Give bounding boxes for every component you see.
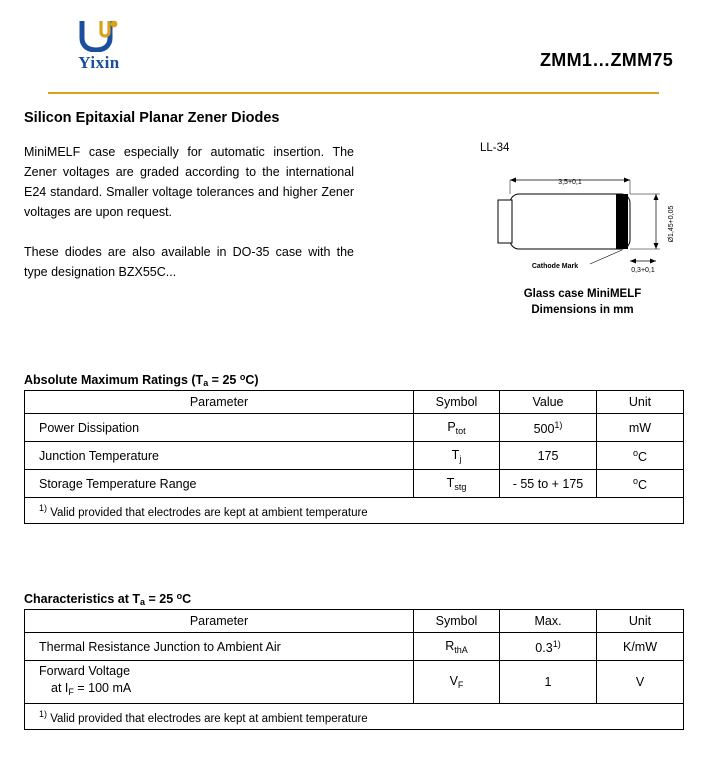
ratings-row-2-unit xyxy=(597,470,684,498)
characteristics-heading xyxy=(24,591,191,607)
intro-paragraph-1: MiniMELF case especially for automatic insertion. The Zener voltages are graded according to the international E24 standard. Smaller voltage tolerances and higher Zener voltages are upon request. xyxy=(24,145,354,219)
col-parameter: Parameter xyxy=(25,391,414,414)
ratings-heading-sub: a xyxy=(203,378,209,388)
ratings-row-1-value: 175 xyxy=(500,442,597,470)
parameter-line1: Forward Voltage xyxy=(39,664,131,678)
table-row xyxy=(25,442,684,470)
chars-row-1-unit: V xyxy=(597,661,684,704)
col-value: Value xyxy=(500,391,597,414)
chars-row-1-symbol xyxy=(414,661,500,704)
table-header-row xyxy=(25,391,684,414)
package-drawing-block xyxy=(480,142,690,318)
parameter-line2-sub: F xyxy=(68,687,74,697)
ratings-footnote xyxy=(25,498,684,524)
symbol-base: P xyxy=(447,419,456,434)
footnote-marker: 1) xyxy=(39,502,48,513)
parameter-line2 xyxy=(39,680,413,701)
chars-heading-unit: C xyxy=(182,592,192,606)
footnote-text: Valid provided that electrodes are kept at ambient temperature xyxy=(47,506,368,519)
part-number-range: ZMM1…ZMM75 xyxy=(540,50,673,70)
table-footnote-row xyxy=(25,704,684,730)
symbol-base: T xyxy=(451,447,460,462)
value-text: 0.3 xyxy=(535,640,553,655)
degree-symbol: o xyxy=(176,591,183,601)
chars-row-1-parameter xyxy=(25,661,414,704)
ratings-heading-unit: C) xyxy=(245,373,259,387)
chars-row-0-parameter: Thermal Resistance Junction to Ambient Air xyxy=(25,633,414,661)
table-row xyxy=(25,414,684,442)
symbol-base: T xyxy=(446,475,455,490)
page-header xyxy=(24,0,683,76)
degree-symbol: o xyxy=(632,447,638,458)
svg-text:Cathode Mark: Cathode Mark xyxy=(531,263,579,270)
symbol-sub: thA xyxy=(454,644,468,655)
yixin-u-logo-icon xyxy=(76,18,122,52)
ratings-row-1-symbol xyxy=(414,442,500,470)
company-logo xyxy=(34,18,164,73)
table-row xyxy=(25,633,684,661)
footnote-marker: 1) xyxy=(39,708,48,719)
intro-paragraph-2: These diodes are also available in DO-35 case with the type designation BZX55C... xyxy=(24,245,354,279)
intro-text xyxy=(24,142,354,282)
chars-row-0-unit: K/mW xyxy=(597,633,684,661)
col-max: Max. xyxy=(500,610,597,633)
chars-heading-suffix: = 25 xyxy=(145,592,177,606)
symbol-base: V xyxy=(449,674,458,688)
degree-symbol: o xyxy=(632,475,638,486)
ratings-table xyxy=(24,390,684,524)
package-code: LL-34 xyxy=(480,142,510,154)
ratings-row-0-unit: mW xyxy=(597,414,684,442)
ratings-heading xyxy=(24,372,259,388)
table-footnote-row xyxy=(25,498,684,524)
symbol-sub: j xyxy=(459,453,462,464)
symbol-sub: tot xyxy=(455,425,466,436)
col-unit: Unit xyxy=(597,610,684,633)
package-diagram xyxy=(480,166,685,276)
symbol-sub: stg xyxy=(454,481,467,492)
chars-row-0-symbol xyxy=(414,633,500,661)
page-title: Silicon Epitaxial Planar Zener Diodes xyxy=(24,110,280,126)
chars-row-1-value: 1 xyxy=(500,661,597,704)
chars-row-0-value xyxy=(500,633,597,661)
footnote-text: Valid provided that electrodes are kept at ambient temperature xyxy=(47,712,368,725)
table-row xyxy=(25,661,684,704)
parameter-line2-post: = 100 mA xyxy=(73,681,132,695)
package-caption-line1: Glass case MiniMELF xyxy=(523,288,642,300)
package-caption-line2: Dimensions in mm xyxy=(531,304,634,316)
col-parameter: Parameter xyxy=(25,610,414,633)
ratings-heading-prefix: Absolute Maximum Ratings (T xyxy=(24,373,204,387)
ratings-row-2-parameter: Storage Temperature Range xyxy=(25,470,414,498)
ratings-row-1-parameter: Junction Temperature xyxy=(25,442,414,470)
header-divider xyxy=(48,92,659,94)
parameter-line2-pre: at I xyxy=(51,681,69,695)
table-header-row xyxy=(25,610,684,633)
value-footnote-ref: 1) xyxy=(552,638,561,649)
ratings-row-0-value xyxy=(500,414,597,442)
chars-heading-prefix: Characteristics at T xyxy=(24,592,141,606)
ratings-heading-suffix: = 25 xyxy=(208,373,240,387)
svg-text:0,3+0,1: 0,3+0,1 xyxy=(631,267,655,274)
table-row xyxy=(25,470,684,498)
unit-text: C xyxy=(637,477,648,492)
value-text: 500 xyxy=(533,421,555,436)
col-unit: Unit xyxy=(597,391,684,414)
minimelf-outline-icon xyxy=(480,166,685,276)
ratings-row-0-parameter: Power Dissipation xyxy=(25,414,414,442)
svg-text:Ø1,45+0,05: Ø1,45+0,05 xyxy=(668,205,675,243)
ratings-row-1-unit xyxy=(597,442,684,470)
col-symbol: Symbol xyxy=(414,610,500,633)
characteristics-table xyxy=(24,609,684,730)
chars-heading-sub: a xyxy=(140,597,146,607)
svg-text:3,5+0,1: 3,5+0,1 xyxy=(558,179,582,186)
company-name: Yixin xyxy=(78,53,120,72)
package-caption xyxy=(480,286,685,318)
value-footnote-ref: 1) xyxy=(554,419,563,430)
unit-text: C xyxy=(637,449,648,464)
ratings-row-2-symbol xyxy=(414,470,500,498)
col-symbol: Symbol xyxy=(414,391,500,414)
symbol-base: R xyxy=(445,638,455,653)
characteristics-footnote xyxy=(25,704,684,730)
symbol-sub: F xyxy=(457,680,464,690)
ratings-row-2-value: - 55 to + 175 xyxy=(500,470,597,498)
degree-symbol: o xyxy=(239,372,246,382)
ratings-row-0-symbol xyxy=(414,414,500,442)
